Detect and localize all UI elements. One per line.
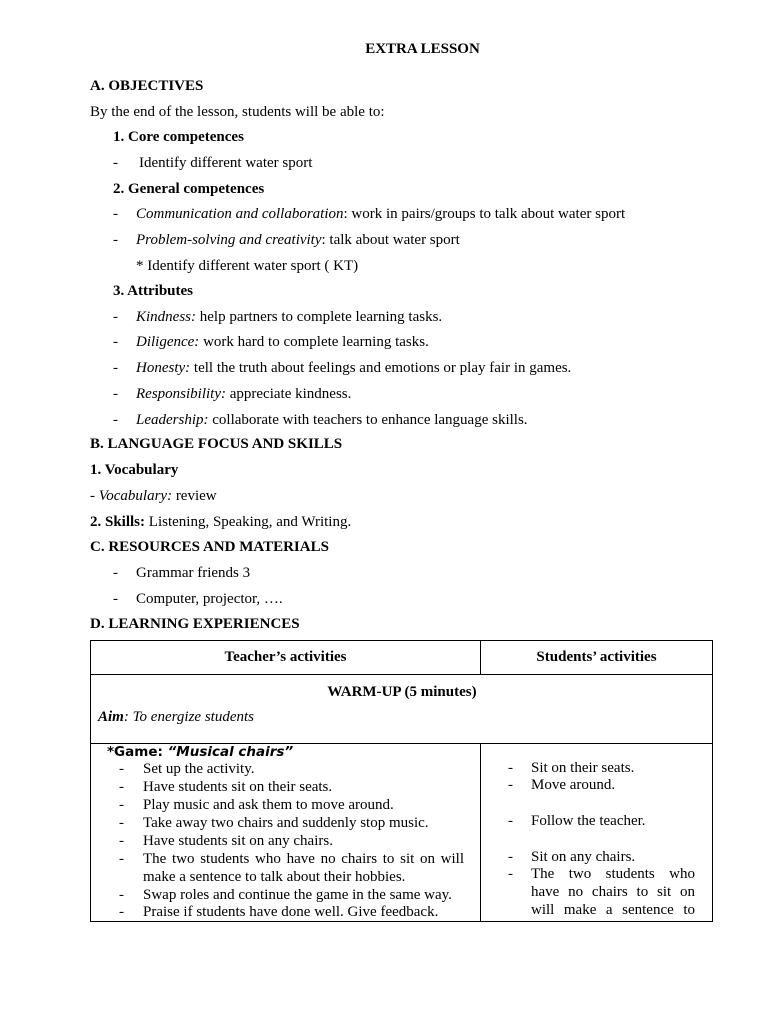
experiences-heading: D. LEARNING EXPERIENCES: [90, 616, 300, 632]
teacher-step-continued: make a sentence to talk about their hobbies.: [143, 869, 406, 885]
student-step: The two students who: [531, 866, 695, 882]
resource-item: Grammar friends 3: [136, 565, 251, 581]
list-dash: -: [119, 851, 124, 867]
attribute-responsibility: Responsibility: appreciate kindness.: [136, 386, 352, 402]
attributes-heading: 3. Attributes: [113, 283, 193, 299]
resources-heading: C. RESOURCES AND MATERIALS: [90, 539, 329, 555]
student-step: Follow the teacher.: [531, 813, 646, 829]
attribute-dash: -: [113, 334, 118, 350]
student-step-continued: will make a sentence to: [531, 902, 695, 918]
student-step: Move around.: [531, 777, 616, 793]
page-title: EXTRA LESSON: [365, 41, 480, 57]
students-column-header: Students’ activities: [481, 641, 713, 675]
general-dash: -: [113, 206, 118, 222]
attribute-dash: -: [113, 386, 118, 402]
warmup-title: WARM-UP (5 minutes): [327, 684, 477, 700]
core-heading: 1. Core competences: [113, 129, 244, 145]
student-step-continued: have no chairs to sit on: [531, 884, 695, 900]
teacher-step: Swap roles and continue the game in the same way.: [143, 887, 452, 903]
general-heading: 2. General competences: [113, 181, 265, 197]
game-row: [91, 744, 713, 922]
vocabulary-line: - Vocabulary: review: [90, 488, 217, 504]
skills-line: 2. Skills: Listening, Speaking, and Writing.: [90, 514, 352, 530]
list-dash: -: [508, 866, 513, 882]
list-dash: -: [119, 779, 124, 795]
attribute-leadership: Leadership: collaborate with teachers to enhance language skills.: [136, 412, 528, 428]
language-heading: B. LANGUAGE FOCUS AND SKILLS: [90, 436, 343, 452]
list-dash: -: [119, 887, 124, 903]
objectives-heading: A. OBJECTIVES: [90, 78, 204, 94]
resource-dash: -: [113, 591, 118, 607]
list-dash: -: [119, 761, 124, 777]
list-dash: -: [508, 760, 513, 776]
resource-dash: -: [113, 565, 118, 581]
core-item: Identify different water sport: [139, 155, 313, 171]
attribute-dash: -: [113, 412, 118, 428]
warmup-row: [91, 675, 713, 744]
attribute-honesty: Honesty: tell the truth about feelings and emotions or play fair in games.: [136, 360, 572, 376]
student-step: Sit on any chairs.: [531, 849, 636, 865]
teacher-activities-cell: [91, 744, 481, 922]
attribute-kindness: Kindness: help partners to complete learning tasks.: [136, 309, 443, 325]
general-dash: -: [113, 232, 118, 248]
teacher-step: Set up the activity.: [143, 761, 255, 777]
list-dash: -: [119, 815, 124, 831]
core-dash: -: [113, 155, 118, 171]
list-dash: -: [119, 797, 124, 813]
list-dash: -: [508, 777, 513, 793]
game-title: *Game: “Musical chairs”: [107, 744, 294, 760]
activities-table: [90, 640, 713, 922]
teacher-step: The two students who have no chairs to sit on will: [143, 851, 464, 867]
general-item-problem-solving: Problem-solving and creativity: talk about water sport: [136, 232, 460, 248]
teacher-step: Have students sit on any chairs.: [143, 833, 333, 849]
resource-item: Computer, projector, ….: [136, 591, 283, 607]
list-dash: -: [508, 849, 513, 865]
warmup-aim: Aim: To energize students: [98, 709, 254, 725]
warmup-cell: [91, 675, 713, 744]
vocabulary-heading: 1. Vocabulary: [90, 462, 179, 478]
table-header-row: [91, 641, 713, 675]
list-dash: -: [119, 833, 124, 849]
attribute-dash: -: [113, 309, 118, 325]
student-step: Sit on their seats.: [531, 760, 635, 776]
objectives-intro: By the end of the lesson, students will be able to:: [90, 104, 385, 120]
attribute-dash: -: [113, 360, 118, 376]
teacher-column-header: Teacher’s activities: [91, 641, 481, 675]
general-note: * Identify different water sport ( KT): [136, 258, 359, 274]
teacher-step: Take away two chairs and suddenly stop music.: [143, 815, 429, 831]
teacher-step: Play music and ask them to move around.: [143, 797, 394, 813]
list-dash: -: [119, 904, 124, 920]
general-item-communication: Communication and collaboration: work in pairs/groups to talk about water sport: [136, 206, 626, 222]
teacher-step: Praise if students have done well. Give feedback.: [143, 904, 439, 920]
teacher-step: Have students sit on their seats.: [143, 779, 333, 795]
attribute-diligence: Diligence: work hard to complete learning tasks.: [136, 334, 429, 350]
students-activities-cell: [481, 744, 713, 922]
list-dash: -: [508, 813, 513, 829]
